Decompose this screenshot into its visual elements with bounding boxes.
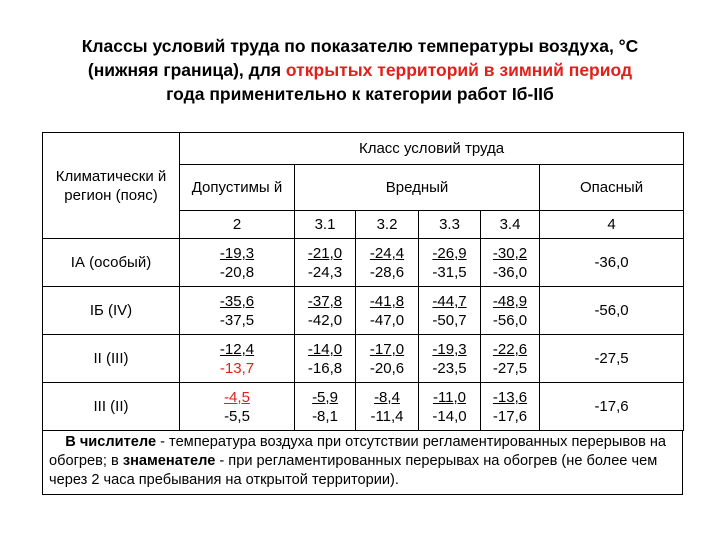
region-cell: IБ (IV): [43, 287, 180, 335]
value-top-highlight: -4,5: [224, 388, 250, 406]
value-cell: [481, 335, 540, 383]
value-cell: [481, 239, 540, 287]
value-bottom: -36,0: [492, 263, 528, 281]
table-row: [43, 287, 684, 335]
value-top: -24,4: [369, 244, 405, 262]
footnote-text-1: - температура воздуха при отсутствии регламентированных перерывов на обогрев; в: [49, 434, 667, 469]
value-top: -5,9: [312, 388, 338, 406]
value-bottom: -28,6: [369, 263, 405, 281]
title-line-1: Классы условий труда по показателю температуры воздуха, °С: [81, 36, 639, 56]
region-cell: III (II): [43, 383, 180, 431]
value-bottom: -31,5: [432, 263, 467, 281]
value-top: -35,6: [219, 292, 255, 310]
code-4: 4: [540, 211, 684, 239]
value-top: -19,3: [432, 340, 467, 358]
value-bottom-highlight: -13,7: [219, 359, 255, 377]
region-cell: II (III): [43, 335, 180, 383]
value-top: -26,9: [432, 244, 467, 262]
value-top: -17,0: [369, 340, 405, 358]
page-title: [20, 34, 700, 106]
value-bottom: -20,6: [369, 359, 405, 377]
value-cell: [419, 239, 481, 287]
value-cell: [180, 383, 295, 431]
dangerous-header: Опасный: [540, 165, 684, 211]
value-cell: [481, 383, 540, 431]
code-3-1: 3.1: [295, 211, 356, 239]
value-top: -37,8: [307, 292, 343, 310]
table-row: [43, 335, 684, 383]
value-bottom: -14,0: [432, 407, 467, 425]
value-cell: [419, 287, 481, 335]
value-cell: [180, 239, 295, 287]
value-bottom: -42,0: [307, 311, 343, 329]
value-bottom: -11,4: [370, 407, 404, 425]
value-cell: [295, 335, 356, 383]
value-top: -22,6: [492, 340, 528, 358]
value-cell: [295, 239, 356, 287]
value-bottom: -37,5: [219, 311, 255, 329]
title-line-2: [20, 58, 700, 82]
value-cell: [295, 287, 356, 335]
value-cell: [356, 287, 419, 335]
code-3-2: 3.2: [356, 211, 419, 239]
value-cell: [356, 383, 419, 431]
value-bottom: -27,5: [492, 359, 528, 377]
allowed-header: Допустимы й: [180, 165, 295, 211]
value-bottom: -24,3: [307, 263, 343, 281]
code-2: 2: [180, 211, 295, 239]
value-top: -30,2: [492, 244, 528, 262]
value-bottom: -5,5: [224, 407, 250, 425]
value-top: -21,0: [307, 244, 343, 262]
value-top: -14,0: [307, 340, 343, 358]
dangerous-cell: -17,6: [540, 383, 684, 431]
value-bottom: -17,6: [492, 407, 528, 425]
value-top: -41,8: [369, 292, 405, 310]
title-line-3: года применительно к категории работ Iб-IIб: [166, 84, 554, 104]
value-bottom: -16,8: [307, 359, 343, 377]
value-top: -19,3: [219, 244, 255, 262]
value-cell: [180, 287, 295, 335]
code-3-4: 3.4: [481, 211, 540, 239]
value-top: -11,0: [432, 388, 467, 406]
value-bottom: -20,8: [219, 263, 255, 281]
footnote-text-2: - при регламентированных перерывах на обогрев (не более чем через 2 часа пребывания на открытой территории).: [49, 453, 658, 488]
footnote-numerator: В числителе: [65, 434, 157, 450]
value-bottom: -56,0: [492, 311, 528, 329]
value-bottom: -8,1: [312, 407, 338, 425]
value-bottom: -47,0: [369, 311, 405, 329]
region-cell: IА (особый): [43, 239, 180, 287]
value-cell: [481, 287, 540, 335]
title-highlight: открытых территорий в зимний период: [285, 60, 633, 80]
footnote-denominator: знаменателе: [122, 453, 216, 469]
value-top: -44,7: [432, 292, 467, 310]
conditions-table: [42, 132, 684, 431]
dangerous-cell: -56,0: [540, 287, 684, 335]
table-row: [43, 239, 684, 287]
dangerous-cell: -27,5: [540, 335, 684, 383]
value-cell: [295, 383, 356, 431]
value-cell: [180, 335, 295, 383]
class-header: Класс условий труда: [180, 133, 684, 165]
value-bottom: -23,5: [432, 359, 467, 377]
table-row: [43, 383, 684, 431]
value-cell: [356, 335, 419, 383]
value-top: -12,4: [219, 340, 255, 358]
dangerous-cell: -36,0: [540, 239, 684, 287]
value-cell: [356, 239, 419, 287]
value-top: -13,6: [492, 388, 528, 406]
code-3-3: 3.3: [419, 211, 481, 239]
value-cell: [419, 335, 481, 383]
title-line-2-text: (нижняя граница), для: [87, 60, 286, 80]
footnote: [42, 431, 683, 495]
region-header: Климатически й регион (пояс): [43, 133, 180, 239]
value-top: -8,4: [374, 388, 400, 406]
value-top: -48,9: [492, 292, 528, 310]
value-cell: [419, 383, 481, 431]
harmful-header: Вредный: [295, 165, 540, 211]
value-bottom: -50,7: [432, 311, 467, 329]
